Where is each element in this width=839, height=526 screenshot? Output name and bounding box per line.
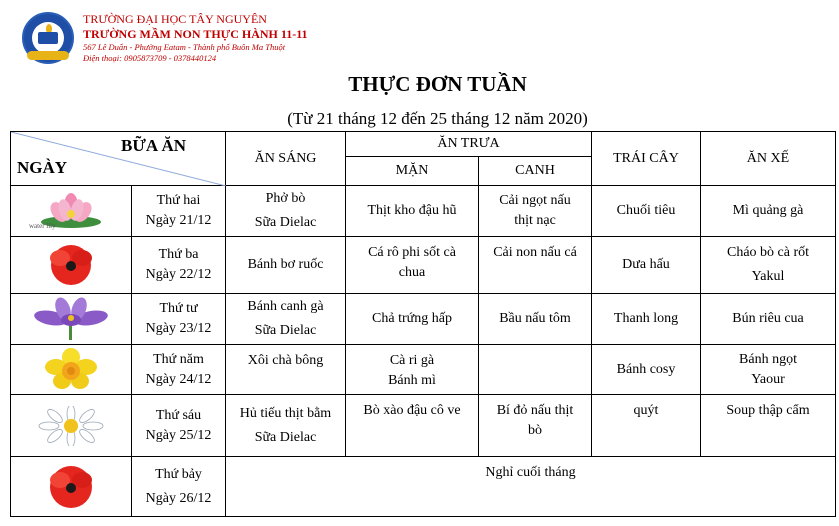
table-row bbox=[11, 186, 836, 237]
logo-book-icon bbox=[38, 32, 58, 44]
snack-cell bbox=[701, 186, 836, 237]
dish: Bầu nấu tôm bbox=[499, 311, 571, 326]
weekday: Thứ bảy bbox=[155, 466, 202, 482]
dish: quýt bbox=[633, 403, 659, 418]
dish: Cá rô phi sốt cà bbox=[368, 245, 456, 260]
soup-cell bbox=[479, 294, 592, 345]
dish: Phở bò bbox=[265, 191, 306, 206]
weekday: Thứ tư bbox=[159, 301, 198, 316]
dish: Cải ngọt nấu bbox=[499, 193, 571, 208]
dish: Yaour bbox=[751, 371, 785, 387]
main-cell bbox=[346, 395, 479, 457]
closure-note: Nghỉ cuối tháng bbox=[485, 465, 576, 480]
table-row bbox=[11, 457, 836, 517]
note-cell bbox=[226, 457, 836, 517]
university-name: TRƯỜNG ĐẠI HỌC TÂY NGUYÊN bbox=[83, 12, 267, 26]
date: Ngày 22/12 bbox=[145, 267, 212, 282]
breakfast-header: ĂN SÁNG bbox=[226, 132, 346, 186]
flower-image bbox=[11, 457, 132, 517]
header-corner bbox=[11, 132, 226, 186]
soup-cell bbox=[479, 186, 592, 237]
weekly-menu-table bbox=[10, 131, 836, 517]
main-cell bbox=[346, 294, 479, 345]
table-row bbox=[11, 294, 836, 345]
crocus-icon bbox=[33, 296, 109, 342]
snack-cell bbox=[701, 395, 836, 457]
breakfast-cell bbox=[226, 345, 346, 395]
day-cell bbox=[132, 294, 226, 345]
table-row bbox=[11, 345, 836, 395]
breakfast-cell bbox=[226, 237, 346, 294]
dish: thịt nạc bbox=[514, 213, 556, 228]
school-address: 567 Lê Duẩn - Phường Eatam - Thành phố Buôn Ma Thuột bbox=[83, 42, 286, 52]
flower-image bbox=[11, 395, 132, 457]
flower-image bbox=[11, 237, 132, 294]
dish: Cháo bò cà rốt bbox=[726, 245, 810, 260]
dish: bò bbox=[528, 423, 542, 438]
day-label: NGÀY bbox=[17, 158, 68, 177]
date: Ngày 25/12 bbox=[145, 427, 212, 443]
poppy-icon bbox=[38, 242, 104, 288]
dish: Chuối tiêu bbox=[616, 203, 676, 218]
table-row bbox=[11, 395, 836, 457]
soup-cell bbox=[479, 237, 592, 294]
snack-cell bbox=[701, 237, 836, 294]
dish: Sữa Dielac bbox=[254, 323, 317, 338]
soup-cell bbox=[479, 345, 592, 395]
dish: Bánh bơ ruốc bbox=[247, 257, 324, 272]
dish: Bánh cosy bbox=[616, 361, 676, 377]
weekday: Thứ năm bbox=[153, 351, 204, 367]
daisy-icon bbox=[33, 406, 109, 446]
dish: Hủ tiếu thịt bằm bbox=[239, 405, 332, 421]
flower-image bbox=[11, 294, 132, 345]
dish: Sữa Dielac bbox=[254, 429, 317, 445]
day-cell bbox=[132, 186, 226, 237]
daffodil-icon bbox=[36, 347, 106, 393]
meal-label: BỮA ĂN bbox=[121, 136, 187, 155]
weekday: Thứ sáu bbox=[155, 407, 202, 423]
dish: Cà ri gà bbox=[389, 353, 435, 368]
fruit-cell bbox=[592, 186, 701, 237]
soup-cell bbox=[479, 395, 592, 457]
dish: Dưa hấu bbox=[622, 257, 670, 272]
lunch-soup-header: CANH bbox=[479, 157, 592, 186]
lunch-header: ĂN TRƯA bbox=[346, 132, 592, 157]
day-cell bbox=[132, 237, 226, 294]
lunch-main-header: MẶN bbox=[346, 157, 479, 186]
school-name: TRƯỜNG MẦM NON THỰC HÀNH 11-11 bbox=[83, 27, 308, 41]
flower-image bbox=[11, 186, 132, 237]
page-title: THỰC ĐƠN TUẦN bbox=[348, 72, 527, 96]
logo-ribbon bbox=[27, 51, 69, 60]
dish: Bún riêu cua bbox=[732, 311, 804, 326]
day-cell bbox=[132, 345, 226, 395]
fruit-header: TRÁI CÂY bbox=[592, 132, 701, 186]
dish: Bánh canh gà bbox=[247, 299, 324, 314]
date: Ngày 23/12 bbox=[145, 321, 212, 336]
flower-caption: water lily bbox=[29, 222, 56, 230]
weekday: Thứ ba bbox=[158, 247, 199, 262]
fruit-cell bbox=[592, 345, 701, 395]
main-cell bbox=[346, 237, 479, 294]
dish: Bí đỏ nấu thịt bbox=[496, 403, 574, 418]
fruit-cell bbox=[592, 237, 701, 294]
dish: Bánh mì bbox=[388, 373, 436, 388]
flower-image bbox=[11, 345, 132, 395]
dish: Chả trứng hấp bbox=[372, 311, 452, 326]
poppy-icon bbox=[38, 463, 104, 511]
snack-cell bbox=[701, 294, 836, 345]
dish: Yakul bbox=[751, 269, 785, 284]
dish: Mì quảng gà bbox=[732, 203, 804, 218]
dish: Cải non nấu cá bbox=[493, 245, 577, 260]
main-cell bbox=[346, 186, 479, 237]
fruit-cell bbox=[592, 294, 701, 345]
breakfast-cell bbox=[226, 395, 346, 457]
dish: Thanh long bbox=[613, 311, 679, 326]
date: Ngày 26/12 bbox=[145, 490, 212, 506]
school-phone: Điện thoại: 0905873709 - 0378440124 bbox=[83, 53, 217, 63]
dish: Bánh ngọt bbox=[739, 351, 797, 367]
fruit-cell bbox=[592, 395, 701, 457]
snack-header: ĂN XẾ bbox=[701, 132, 836, 186]
table-row bbox=[11, 237, 836, 294]
dish: chua bbox=[398, 265, 426, 280]
main-cell bbox=[346, 345, 479, 395]
day-cell bbox=[132, 395, 226, 457]
day-cell bbox=[132, 457, 226, 517]
breakfast-cell bbox=[226, 186, 346, 237]
weekday: Thứ hai bbox=[156, 193, 201, 208]
date: Ngày 24/12 bbox=[145, 371, 212, 387]
dish: Bò xào đậu cô ve bbox=[363, 403, 461, 418]
dish: Sữa Dielac bbox=[254, 215, 317, 230]
dish: Soup thập cẩm bbox=[726, 403, 810, 418]
dish: Xôi chà bông bbox=[247, 353, 324, 368]
dish: Thịt kho đậu hũ bbox=[367, 203, 457, 218]
page-subtitle: (Từ 21 tháng 12 đến 25 tháng 12 năm 2020) bbox=[287, 109, 588, 128]
date: Ngày 21/12 bbox=[145, 213, 212, 228]
snack-cell bbox=[701, 345, 836, 395]
breakfast-cell bbox=[226, 294, 346, 345]
school-logo bbox=[22, 12, 74, 64]
